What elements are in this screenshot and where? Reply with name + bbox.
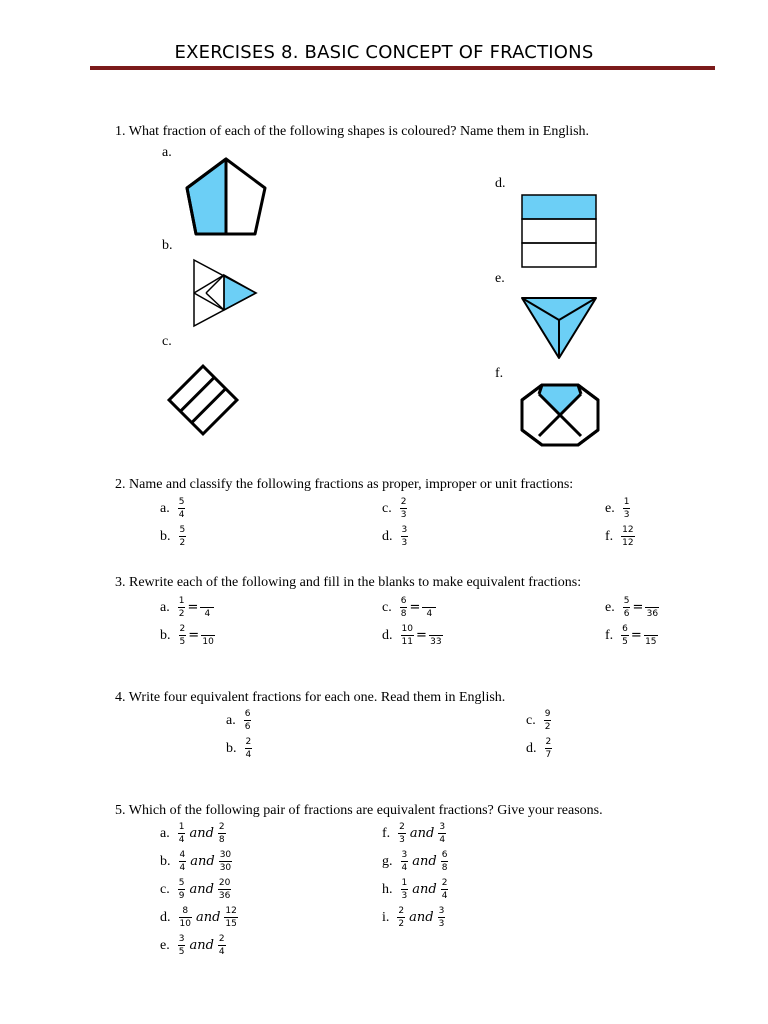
fraction: $\frac{3}{3}$	[438, 906, 445, 929]
fraction: $\frac{5}{9}$	[178, 878, 185, 901]
q2-item-label: a.	[160, 500, 170, 516]
q2-item-label: d.	[382, 528, 393, 544]
fraction-blank: 36	[646, 609, 659, 619]
q1-label-b: b.	[162, 238, 173, 253]
q2-item-label: c.	[382, 500, 392, 516]
q3-item-label: e.	[605, 599, 615, 615]
fraction: $\frac{2}{4}$	[245, 737, 252, 760]
q5-item-label: e.	[160, 937, 170, 953]
q2-item-e	[605, 497, 630, 520]
and-word: and	[409, 826, 435, 841]
equals-sign: =	[632, 600, 644, 615]
q3-item-label: b.	[160, 627, 171, 643]
q2-item-d	[382, 525, 408, 548]
q2-item-label: f.	[605, 528, 614, 544]
fraction-blank: 4	[200, 596, 214, 619]
q3-item-c	[382, 596, 436, 619]
and-word: and	[189, 826, 214, 841]
q4-item-label: b.	[226, 740, 237, 756]
and-word: and	[412, 854, 437, 869]
q3-item-label: c.	[382, 599, 392, 615]
q5-item-a	[160, 822, 226, 845]
and-word: and	[412, 882, 437, 897]
q5-item-e	[160, 934, 226, 957]
fraction: $\frac{5}{2}$	[179, 525, 186, 548]
title-underline	[90, 66, 715, 70]
q3-item-e	[605, 596, 659, 619]
fraction: $\frac{2}{2}$	[398, 906, 405, 929]
q5-item-b	[160, 850, 232, 873]
question-1: 1. What fraction of each of the following shapes is coloured? Name them in English.	[115, 124, 590, 139]
q5-item-label: i.	[382, 909, 390, 925]
q4-item-label: d.	[526, 740, 537, 756]
page-title: EXERCISES 8. BASIC CONCEPT OF FRACTIONS	[174, 42, 594, 63]
fraction: $\frac{2}{3}$	[399, 822, 405, 845]
q2-item-label: e.	[605, 500, 615, 516]
equals-sign: =	[409, 600, 421, 615]
octagon-shape	[520, 383, 600, 447]
fraction-blank: 10	[202, 637, 214, 647]
equals-sign: =	[188, 628, 200, 643]
q1-label-a: a.	[162, 145, 172, 160]
fraction: $\frac{8}{10}$	[179, 906, 191, 929]
fraction: $\frac{6}{6}$	[244, 709, 251, 732]
diamond-shape	[164, 361, 242, 439]
q4-item-b	[226, 737, 252, 760]
q1-label-e: e.	[495, 271, 505, 286]
and-word: and	[409, 910, 434, 925]
fraction-blank: 33	[430, 637, 442, 647]
pentagon-shape	[185, 157, 267, 237]
fraction: $\frac{10}{11}$	[401, 624, 413, 647]
q5-item-f	[382, 822, 446, 845]
fraction: $\frac{1}{3}$	[401, 878, 408, 901]
q1-label-c: c.	[162, 334, 172, 349]
q3-item-label: f.	[605, 627, 614, 643]
q4-item-a	[226, 709, 251, 732]
question-3: 3. Rewrite each of the following and fill in the blanks to make equivalent fractions:	[115, 575, 582, 590]
q2-item-label: b.	[160, 528, 171, 544]
fraction: $\frac{2}{4}$	[441, 878, 448, 901]
q5-item-label: b.	[160, 853, 171, 869]
question-4: 4. Write four equivalent fractions for each one. Read them in English.	[115, 690, 506, 705]
fraction: $\frac{12}{12}$	[622, 525, 634, 548]
q4-item-c	[526, 709, 551, 732]
fraction: $\frac{20}{36}$	[218, 878, 231, 901]
q3-item-b	[160, 624, 215, 647]
q5-item-label: g.	[382, 853, 393, 869]
q2-item-b	[160, 525, 186, 548]
equals-sign: =	[415, 628, 427, 643]
and-word: and	[189, 938, 214, 953]
q1-label-f: f.	[495, 366, 504, 381]
q4-item-label: c.	[526, 712, 536, 728]
fraction: $\frac{6}{5}$	[622, 624, 628, 647]
fraction: $\frac{2}{5}$	[179, 624, 186, 647]
q4-item-label: a.	[226, 712, 236, 728]
and-word: and	[189, 882, 214, 897]
q3-item-label: a.	[160, 599, 170, 615]
and-word: and	[190, 854, 215, 869]
fraction: $\frac{5}{4}$	[178, 497, 185, 520]
q5-item-h	[382, 878, 448, 901]
fraction: $\frac{1}{2}$	[178, 596, 185, 619]
question-2: 2. Name and classify the following fractions as proper, improper or unit fractions:	[115, 477, 574, 492]
q5-item-label: f.	[382, 825, 391, 841]
and-word: and	[195, 910, 221, 925]
fraction: $\frac{12}{15}$	[225, 906, 237, 929]
q2-item-f	[605, 525, 635, 548]
fraction: $\frac{6}{8}$	[400, 596, 407, 619]
fraction: $\frac{2}{7}$	[545, 737, 552, 760]
equals-sign: =	[187, 600, 199, 615]
fraction: $\frac{9}{2}$	[544, 709, 551, 732]
fraction: $\frac{3}{4}$	[439, 822, 446, 845]
q5-item-c	[160, 878, 231, 901]
fraction: $\frac{2}{8}$	[218, 822, 225, 845]
fraction: $\frac{3}{4}$	[401, 850, 408, 873]
fraction: $\frac{5}{6}$	[623, 596, 630, 619]
q5-item-label: c.	[160, 881, 170, 897]
fraction-blank: 4	[422, 596, 436, 619]
q5-item-label: h.	[382, 881, 393, 897]
fraction: $\frac{4}{4}$	[179, 850, 186, 873]
q4-item-d	[526, 737, 552, 760]
fraction: $\frac{1}{4}$	[178, 822, 185, 845]
q5-item-g	[382, 850, 448, 873]
fraction: $\frac{1}{3}$	[623, 497, 630, 520]
question-5: 5. Which of the following pair of fractions are equivalent fractions? Give your reasons.	[115, 803, 603, 818]
q5-item-label: d.	[160, 909, 171, 925]
q5-item-label: a.	[160, 825, 170, 841]
fraction: $\frac{2}{4}$	[218, 934, 225, 957]
inverted-triangle-shape	[520, 296, 598, 360]
q5-item-i	[382, 906, 445, 929]
q3-item-label: d.	[382, 627, 393, 643]
fraction: $\frac{3}{5}$	[178, 934, 185, 957]
fraction: $\frac{6}{8}$	[441, 850, 448, 873]
rectangle-shape	[521, 194, 597, 268]
fraction: $\frac{3}{3}$	[401, 525, 408, 548]
q2-item-c	[382, 497, 407, 520]
q3-item-a	[160, 596, 214, 619]
q3-item-f	[605, 624, 658, 647]
fraction: $\frac{2}{3}$	[400, 497, 407, 520]
equals-sign: =	[630, 628, 642, 643]
fraction: $\frac{30}{30}$	[219, 850, 232, 873]
triangle-shape	[192, 258, 260, 328]
q1-label-d: d.	[495, 176, 506, 191]
q5-item-d	[160, 906, 238, 929]
q2-item-a	[160, 497, 185, 520]
fraction-blank: 15	[645, 637, 657, 647]
q3-item-d	[382, 624, 443, 647]
